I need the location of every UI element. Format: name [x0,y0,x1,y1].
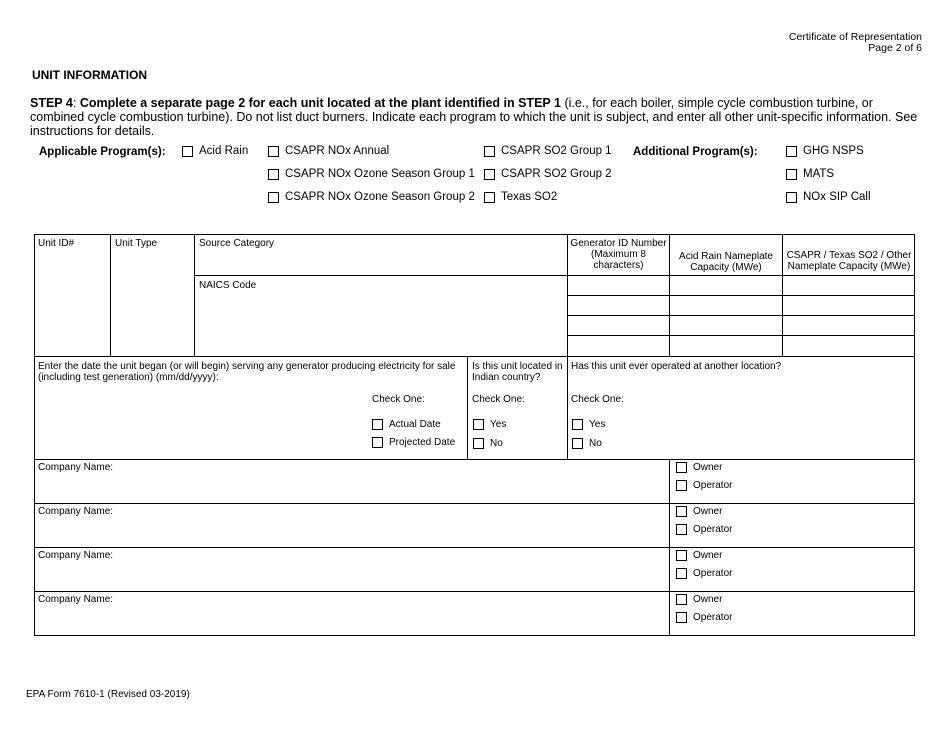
texas-so2-label: Texas SO2 [501,191,558,203]
operator-option-2[interactable] [676,524,732,535]
owner-checkbox-2[interactable] [676,506,687,517]
operator-label-1: Operator [693,480,733,491]
projected-date-checkbox[interactable] [372,437,383,448]
owner-checkbox-4[interactable] [676,594,687,605]
indian-no-checkbox[interactable] [473,438,484,449]
operator-checkbox-3[interactable] [676,568,687,579]
location-no-option[interactable] [572,438,602,449]
csapr-nox-os1-checkbox[interactable] [268,169,279,180]
owner-label-1: Owner [693,462,723,473]
actual-date-option[interactable] [372,419,441,430]
operator-checkbox-1[interactable] [676,480,687,491]
owner-option-4[interactable] [676,594,722,605]
owner-option-2[interactable] [676,506,722,517]
operator-option-3[interactable] [676,568,732,579]
location-yes-label: Yes [589,419,606,430]
operator-option-1[interactable] [676,480,732,491]
form-footer: EPA Form 7610-1 (Revised 03-2019) [26,689,190,700]
csapr-nox-os2-checkbox[interactable] [268,192,279,203]
location-no-label: No [589,438,602,449]
source-category-header: Source Category [199,238,275,249]
company-name-label-2: Company Name: [38,506,114,517]
unit-id-header: Unit ID# [38,238,75,249]
operator-label-2: Operator [693,524,733,535]
operator-checkbox-2[interactable] [676,524,687,535]
acid-rain-capacity-header: Acid Rain Nameplate Capacity (MWe) [679,251,773,273]
csapr-nox-os2-option[interactable] [268,191,475,203]
naics-code-input[interactable] [195,292,566,354]
check-one-date: Check One: [372,394,425,405]
step-label: STEP 4 [30,96,73,110]
texas-so2-checkbox[interactable] [484,192,495,203]
owner-checkbox-1[interactable] [676,462,687,473]
location-no-checkbox[interactable] [572,438,583,449]
csapr-so2-g1-option[interactable] [484,145,612,157]
indian-yes-label: Yes [490,419,507,430]
generator-id-header: Generator ID Number (Maximum 8 characters) [570,238,667,271]
unit-id-input[interactable] [35,250,109,354]
step-text: (i.e., for each boiler, simple cycle combustion turbine, or combined cycle combustion turbine). Do not list duct burners. Indicate each program to which the unit is subject, and enter all other unit-specific information. See instructions for details. [30,96,918,138]
csapr-so2-g1-checkbox[interactable] [484,146,495,157]
other-location-question: Has this unit ever operated at another location? [571,361,782,372]
operator-label-4: Operator [693,612,733,623]
company-name-label-3: Company Name: [38,550,114,561]
csapr-nox-annual-checkbox[interactable] [268,146,279,157]
csapr-nox-os2-label: CSAPR NOx Ozone Season Group 2 [285,191,475,203]
check-one-indian: Check One: [472,394,525,405]
unit-type-input[interactable] [111,250,193,354]
indian-yes-option[interactable] [473,419,506,430]
texas-so2-option[interactable] [484,191,557,203]
nox-sip-option[interactable] [786,191,871,203]
mats-option[interactable] [786,168,834,180]
projected-date-option[interactable] [372,437,455,448]
other-capacity-header: CSAPR / Texas SO2 / Other Nameplate Capacity (MWe) [786,250,912,272]
indian-no-option[interactable] [473,438,503,449]
acid-rain-checkbox[interactable] [182,146,193,157]
location-yes-checkbox[interactable] [572,419,583,430]
owner-label-4: Owner [693,594,723,605]
owner-option-1[interactable] [676,462,722,473]
operator-option-4[interactable] [676,612,732,623]
owner-checkbox-3[interactable] [676,550,687,561]
acid-rain-option[interactable] [182,145,248,157]
acid-rain-label: Acid Rain [199,145,249,157]
projected-date-label: Projected Date [389,437,456,448]
mats-checkbox[interactable] [786,169,797,180]
indian-country-question: Is this unit located in Indian country? [472,361,563,383]
unit-type-header: Unit Type [115,238,158,249]
date-question: Enter the date the unit began (or will begin) serving any generator producing electricity for sale (including test generation) (mm/dd/yyyy): [38,361,456,383]
csapr-so2-g2-label: CSAPR SO2 Group 2 [501,168,612,180]
operator-label-3: Operator [693,568,733,579]
page-header [789,32,922,54]
owner-label-2: Owner [693,506,723,517]
source-category-input[interactable] [195,250,566,274]
mats-label: MATS [803,168,835,180]
csapr-nox-annual-option[interactable] [268,145,389,157]
actual-date-checkbox[interactable] [372,419,383,430]
ghg-nsps-checkbox[interactable] [786,146,797,157]
nox-sip-label: NOx SIP Call [803,191,871,203]
applicable-programs-label: Applicable Program(s): [39,146,166,158]
indian-yes-checkbox[interactable] [473,419,484,430]
csapr-so2-g1-label: CSAPR SO2 Group 1 [501,145,612,157]
naics-code-header: NAICS Code [199,280,257,291]
company-name-label-4: Company Name: [38,594,114,605]
section-title: UNIT INFORMATION [32,68,148,82]
ghg-nsps-label: GHG NSPS [803,145,864,157]
csapr-so2-g2-option[interactable] [484,168,612,180]
check-one-location: Check One: [571,394,624,405]
company-name-label-1: Company Name: [38,462,114,473]
owner-label-3: Owner [693,550,723,561]
indian-no-label: No [490,438,503,449]
page-number: Page 2 of 6 [868,42,922,54]
step-bold-text: Complete a separate page 2 for each unit located at the plant identified in STEP 1 [79,96,561,110]
csapr-nox-annual-label: CSAPR NOx Annual [285,145,390,157]
owner-option-3[interactable] [676,550,722,561]
additional-programs-label: Additional Program(s): [633,146,758,158]
csapr-so2-g2-checkbox[interactable] [484,169,495,180]
certificate-title: Certificate of Representation [788,31,922,43]
nox-sip-checkbox[interactable] [786,192,797,203]
csapr-nox-os1-label: CSAPR NOx Ozone Season Group 1 [285,168,475,180]
location-yes-option[interactable] [572,419,605,430]
ghg-nsps-option[interactable] [786,145,864,157]
csapr-nox-os1-option[interactable] [268,168,475,180]
actual-date-label: Actual Date [389,419,441,430]
step-instructions: STEP 4: Complete a separate page 2 for each unit located at the plant identified in STEP 1 (i.e., for each boiler, simple cycle combustion turbine, or combined cycle combustion turbine). Do not list duct burners. Indicate each program to which the unit is subject, and enter all other unit-specific information. See instructions for details. [30,96,918,138]
operator-checkbox-4[interactable] [676,612,687,623]
